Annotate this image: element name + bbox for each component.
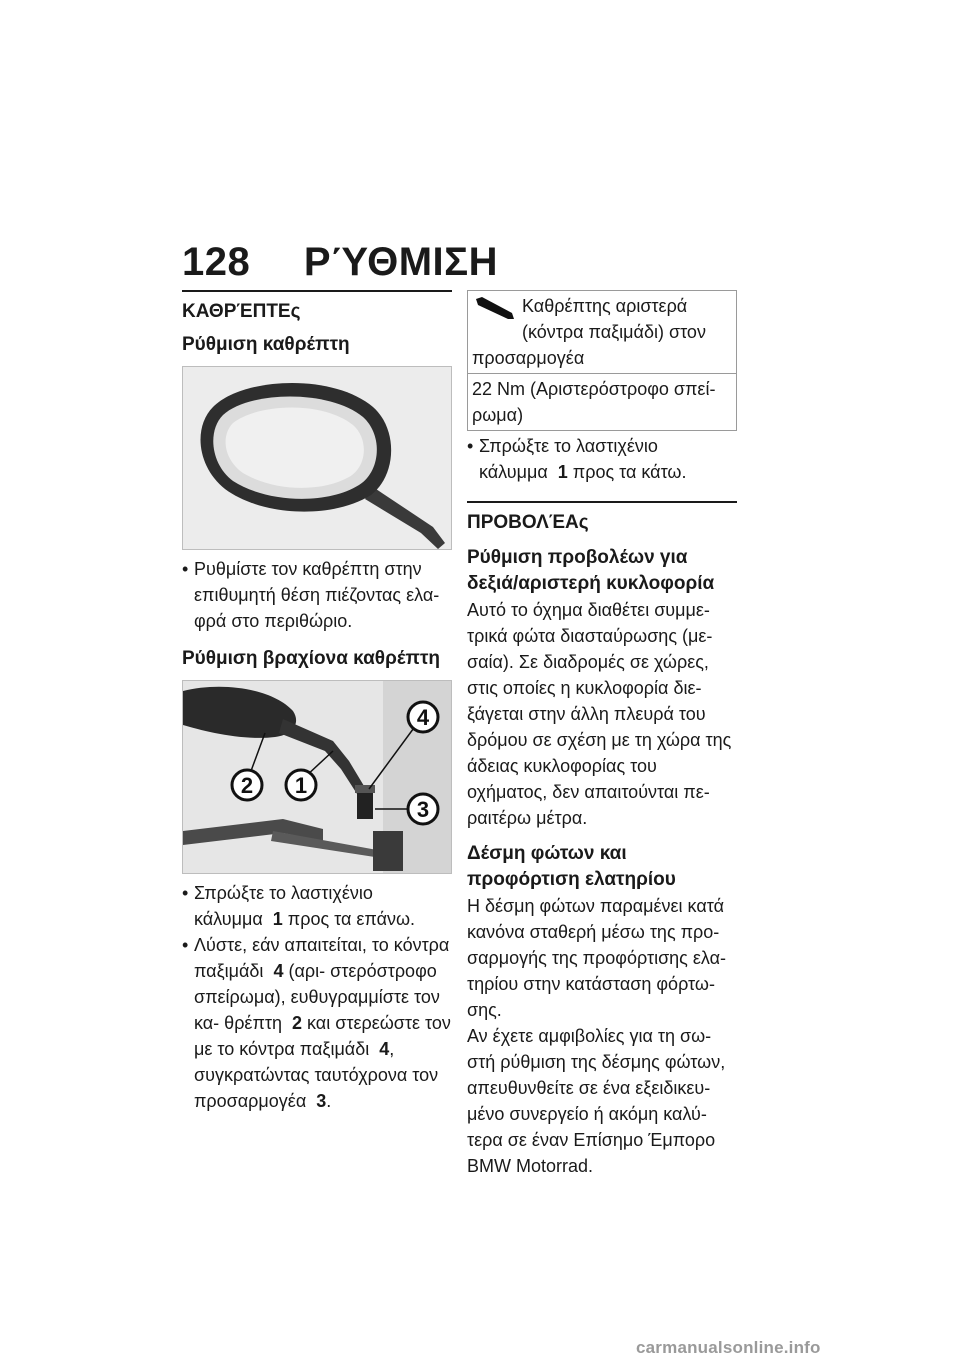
list-item: • Σπρώξτε το λαστιχένιο κάλυμμα 1 προς τα επάνω. bbox=[182, 883, 416, 929]
torque-spec-table bbox=[467, 290, 737, 431]
svg-text:4: 4 bbox=[416, 705, 430, 730]
wrench-icon bbox=[472, 295, 518, 321]
list-item: • Ρυθμίστε τον καθρέπτη στην επιθυμητή θέση πιέζοντας ελα- φρά στο περιθώριο. bbox=[182, 559, 440, 631]
bullet-list-2 bbox=[182, 880, 452, 1114]
bullet-list-3 bbox=[467, 433, 737, 485]
paragraph: Αυτό το όχημα διαθέτει συμμε- τρικά φώτα διασταύρωσης (με- σαία). Σε διαδρομές σε χώρες, στις οποίες η κυκλοφορία διε- ξάγεται στην άλλη πλευρά του δρόμου σε σχέση με τη χώρα της άδειας κυκλοφορίας του οχήματος, δεν απαιτούνται πε- ραιτέρω μέτρα. bbox=[467, 600, 732, 828]
subheading-mirror-adjust: Ρύθμιση καθρέπτη bbox=[182, 334, 350, 355]
callout-2 bbox=[232, 770, 262, 800]
section-divider bbox=[182, 290, 452, 292]
torque-value-cell: 22 Nm (Αριστερόστροφο σπεί- ρωμα) bbox=[468, 374, 737, 431]
list-item: • Σπρώξτε το λαστιχένιο κάλυμμα 1 προς τα κάτω. bbox=[467, 436, 687, 482]
callout-4 bbox=[408, 702, 438, 732]
watermark: carmanualsonline.info bbox=[636, 1338, 821, 1357]
section-title-mirrors: ΚΑΘΡΈΠΤΕς bbox=[182, 301, 301, 322]
mirror-arm-figure bbox=[182, 680, 452, 874]
mirror-arm-illustration bbox=[183, 681, 452, 874]
left-column bbox=[182, 290, 452, 1114]
torque-label-cell: Καθρέπτης αριστερά (κόντρα παξιμάδι) στον προσαρμογέα bbox=[468, 291, 737, 374]
chapter-title: ΡΎΘΜΙΣΗ bbox=[303, 240, 499, 284]
page-header bbox=[182, 240, 498, 285]
callout-3 bbox=[408, 794, 438, 824]
svg-text:2: 2 bbox=[240, 773, 254, 798]
section-divider bbox=[467, 501, 737, 503]
mirror-illustration bbox=[183, 367, 452, 550]
svg-text:1: 1 bbox=[294, 773, 308, 798]
svg-text:3: 3 bbox=[416, 797, 430, 822]
subheading-mirror-arm: Ρύθμιση βραχίονα καθρέπτη bbox=[182, 648, 441, 669]
subheading-beam-preload: Δέσμη φώτων και προφόρτιση ελατηρίου bbox=[467, 843, 676, 890]
paragraph: Η δέσμη φώτων παραμένει κατά κανόνα σταθερή μέσω της προ- σαρμογής της προφόρτισης ελα- τηρίου στην κατάσταση φόρτω- σης. bbox=[467, 896, 727, 1020]
callout-1 bbox=[286, 770, 316, 800]
section-title-headlights: ΠΡΟΒΟΛΈΑς bbox=[467, 512, 589, 533]
right-column bbox=[467, 290, 737, 1179]
paragraph: Αν έχετε αμφιβολίες για τη σω- στή ρύθμιση της δέσμης φώτων, απευθυνθείτε σε ένα εξειδικευ- μένο συνεργείο ή ακόμη καλύ- τερα σε έναν Επίσημο Έμπορο BMW Motorrad. bbox=[467, 1026, 726, 1176]
page-number: 128 bbox=[182, 240, 251, 284]
subheading-traffic-side: Ρύθμιση προβολέων για δεξιά/αριστερή κυκλοφορία bbox=[467, 547, 715, 594]
bullet-list-1 bbox=[182, 556, 452, 634]
list-item: • Λύστε, εάν απαιτείται, το κόντρα παξιμάδι 4 (αρι- στερόστροφο σπείρωμα), ευθυγραμμίστε τον κα- θρέπτη 2 και στερεώστε τον με το κόντρα παξιμάδι 4, συγκρατώντας ταυτόχρονα τον προσαρμογέα 3. bbox=[182, 935, 451, 1111]
mirror-figure bbox=[182, 366, 452, 550]
